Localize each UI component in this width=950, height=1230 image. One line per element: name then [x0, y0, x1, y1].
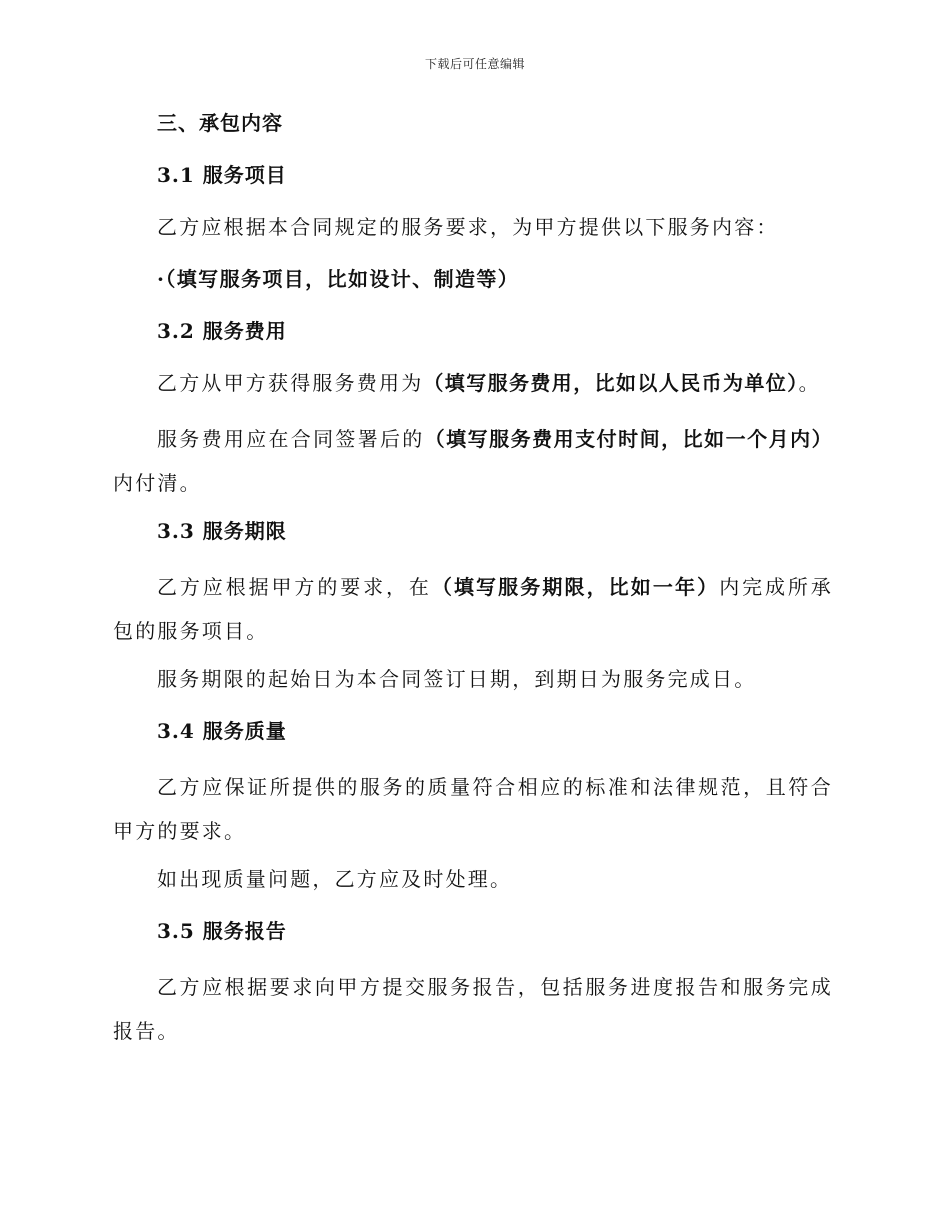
section-heading-3-3: 3.3 服务期限	[157, 519, 287, 543]
text-segment: 乙方从甲方获得服务费用为	[157, 371, 424, 395]
section-heading-3-2: 3.2 服务费用	[157, 319, 287, 343]
text-segment: 内完成所承包的服务项目。	[113, 575, 833, 643]
fill-in-field-term: （填写服务期限，比如一年）	[431, 575, 720, 599]
section-heading-3-4: 3.4 服务质量	[157, 719, 287, 743]
paragraph-3-4-issues: 如出现质量问题，乙方应及时处理。	[157, 867, 513, 891]
paragraph-3-4-quality: 乙方应保证所提供的服务的质量符合相应的标准和法律规范，且符合甲方的要求。	[113, 775, 833, 843]
page-header: 下载后可任意编辑	[424, 57, 525, 71]
text-segment: 内付清。	[113, 471, 202, 495]
section-heading-main: 三、承包内容	[157, 111, 283, 135]
document-body	[113, 105, 833, 1061]
text-segment: 服务费用应在合同签署后的	[157, 427, 425, 451]
paragraph-3-1-services: 乙方应根据本合同规定的服务要求，为甲方提供以下服务内容：	[157, 215, 779, 239]
text-segment: 乙方应根据甲方的要求，在	[157, 575, 432, 599]
fill-in-field-fee: （填写服务费用，比如以人民币为单位）	[423, 371, 799, 395]
paragraph-3-3-dates: 服务期限的起始日为本合同签订日期，到期日为服务完成日。	[157, 667, 757, 691]
bullet-service-item: ·（填写服务项目，比如设计、制造等）	[157, 267, 520, 291]
section-heading-3-5: 3.5 服务报告	[157, 919, 287, 943]
paragraph-3-2-fee	[113, 365, 833, 401]
paragraph-3-5-report: 乙方应根据要求向甲方提交服务报告，包括服务进度报告和服务完成报告。	[113, 975, 833, 1043]
text-segment: 。	[798, 371, 821, 395]
paragraph-3-3-term	[113, 565, 833, 653]
paragraph-3-2-payment	[113, 417, 833, 505]
fill-in-field-payment-time: （填写服务费用支付时间，比如一个月内）	[424, 427, 833, 451]
section-heading-3-1: 3.1 服务项目	[157, 163, 287, 187]
